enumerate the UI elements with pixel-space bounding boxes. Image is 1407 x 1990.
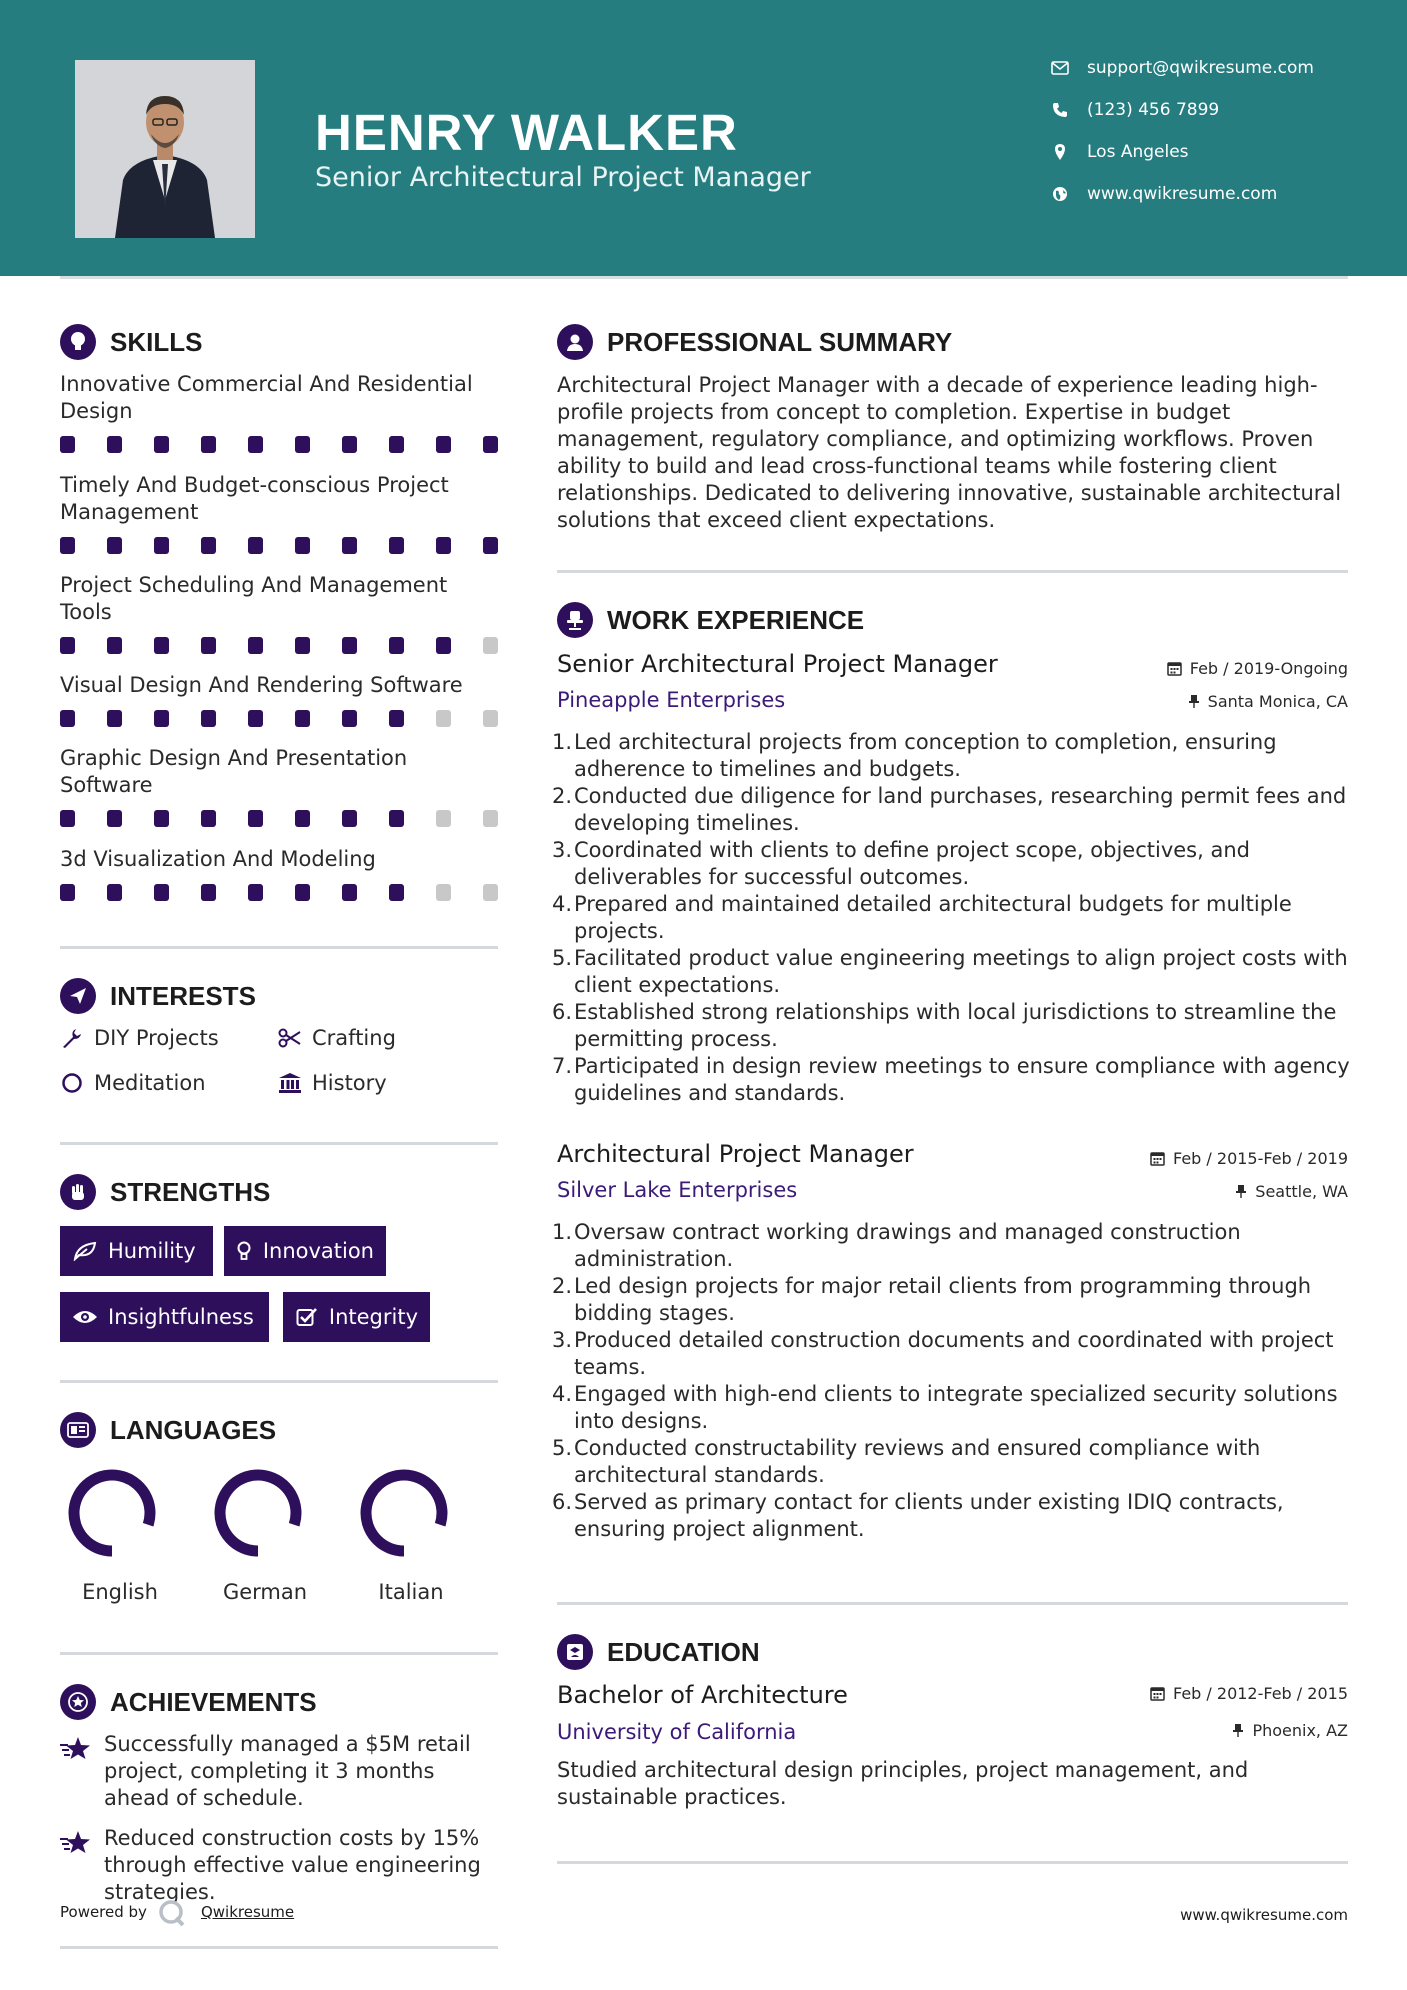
globe-icon <box>1050 184 1070 204</box>
map-pin-icon <box>1050 142 1070 162</box>
pushpin-icon <box>1232 1723 1244 1738</box>
phone-icon <box>1050 100 1070 120</box>
job-title: Architectural Project Manager <box>557 1140 914 1168</box>
skill-name: Visual Design And Rendering Software <box>60 673 463 697</box>
rating-dot-filled <box>389 637 404 654</box>
interest-item: Crafting <box>278 1026 396 1050</box>
strengths-heading: STRENGTHS <box>60 1174 270 1210</box>
language-ring <box>74 1475 150 1551</box>
scissors-icon <box>278 1026 302 1050</box>
language-ring <box>366 1475 442 1551</box>
calendar-icon <box>1167 661 1182 676</box>
strength-chip: Humility <box>60 1226 213 1276</box>
rating-dot-filled <box>201 884 216 901</box>
rating-dot-filled <box>201 436 216 453</box>
language-name: German <box>222 1580 308 1604</box>
language-card-icon <box>60 1412 96 1448</box>
rating-dot-empty <box>483 710 498 727</box>
leaf-icon <box>72 1239 98 1263</box>
contact-website-text: www.qwikresume.com <box>1087 184 1278 204</box>
list-item: 6. Established strong relationships with local jurisdictions to streamline the permitting process. <box>552 1000 1337 1051</box>
footer-website[interactable]: www.qwikresume.com <box>1180 1906 1348 1924</box>
rating-dot-filled <box>201 810 216 827</box>
rating-dot-filled <box>60 810 75 827</box>
rating-dot-filled <box>60 436 75 453</box>
rating-dot-filled <box>342 710 357 727</box>
rating-dot-empty <box>436 810 451 827</box>
list-item: 5. Facilitated product value engineering meetings to align project costs with client expectations. <box>552 946 1348 997</box>
skill-name: Innovative Commercial And Residential Design <box>60 372 473 423</box>
strength-chip: Integrity <box>283 1292 430 1342</box>
language-name: English <box>82 1580 158 1604</box>
list-item: 5. Conducted constructability reviews and ensured compliance with architectural standards. <box>552 1436 1261 1487</box>
rating-dot-filled <box>483 537 498 554</box>
job-bullets <box>552 1219 1352 1543</box>
rating-dot-filled <box>107 810 122 827</box>
interest-item: Meditation <box>60 1071 206 1095</box>
rating-dot-filled <box>389 810 404 827</box>
list-item: 2. Conducted due diligence for land purchases, researching permit fees and developing timelines. <box>552 784 1347 835</box>
rating-dot-filled <box>201 710 216 727</box>
section-divider <box>60 1142 498 1145</box>
rating-dot-filled <box>389 436 404 453</box>
list-item: 7. Participated in design review meetings to ensure compliance with agency guidelines and standards. <box>552 1054 1350 1105</box>
section-divider <box>60 1946 498 1949</box>
rating-dot-filled <box>201 537 216 554</box>
job-location: Santa Monica, CA <box>1188 692 1348 711</box>
summary-text: Architectural Project Manager with a decade of experience leading high-profile projects from concept to completion. Expertise in budget management, regulatory compliance, and optimizing workflows. Proven ability to build and lead cross-functional teams while fostering client relationships. Dedicated to delivering innovative, sustainable architectural solutions that exceed client expectations. <box>557 373 1342 532</box>
rating-dot-filled <box>248 810 263 827</box>
circle-icon <box>60 1071 84 1095</box>
skill-name: 3d Visualization And Modeling <box>60 847 376 871</box>
language-ring <box>220 1475 296 1551</box>
language-name: Italian <box>378 1580 444 1604</box>
contact-location <box>1050 142 1189 162</box>
lightbulb-icon <box>60 324 96 360</box>
star-icon <box>60 1735 92 1761</box>
rating-dot-filled <box>342 537 357 554</box>
lightbulb-icon <box>236 1239 253 1263</box>
rating-dot-filled <box>295 537 310 554</box>
job-title: Senior Architectural Project Manager <box>557 650 998 678</box>
rating-dot-filled <box>248 637 263 654</box>
paper-plane-icon <box>60 978 96 1014</box>
rating-dot-empty <box>436 884 451 901</box>
rating-dot-filled <box>248 710 263 727</box>
rating-dot-filled <box>483 436 498 453</box>
job-dates: Feb / 2019-Ongoing <box>1167 659 1348 678</box>
experience-heading: WORK EXPERIENCE <box>557 602 864 638</box>
company-name: Silver Lake Enterprises <box>557 1178 798 1202</box>
skill-name: Timely And Budget-conscious Project Management <box>60 473 449 524</box>
list-item: 1. Led architectural projects from conception to completion, ensuring adherence to timelines and budgets. <box>552 730 1277 781</box>
rating-dot-filled <box>107 710 122 727</box>
degree-title: Bachelor of Architecture <box>557 1681 848 1709</box>
rating-dot-filled <box>60 637 75 654</box>
skill-rating <box>60 710 500 730</box>
list-item: 3. Produced detailed construction documents and coordinated with project teams. <box>552 1328 1334 1379</box>
qwikresume-logo-icon <box>158 1899 186 1931</box>
interests-heading: INTERESTS <box>60 978 256 1014</box>
powered-by[interactable]: Powered by Qwikresume <box>60 1903 294 1921</box>
rating-dot-filled <box>436 537 451 554</box>
star-badge-icon <box>60 1684 96 1720</box>
pushpin-icon <box>1188 694 1200 709</box>
rating-dot-filled <box>60 710 75 727</box>
rating-dot-filled <box>295 710 310 727</box>
pushpin-icon <box>1235 1184 1247 1199</box>
skill-rating <box>60 537 500 557</box>
rating-dot-filled <box>436 637 451 654</box>
education-dates: Feb / 2012-Feb / 2015 <box>1150 1684 1348 1703</box>
rating-dot-filled <box>154 537 169 554</box>
company-name: Pineapple Enterprises <box>557 688 786 712</box>
list-item: 4. Prepared and maintained detailed architectural budgets for multiple projects. <box>552 892 1292 943</box>
section-divider <box>60 946 498 949</box>
rating-dot-filled <box>154 810 169 827</box>
interest-item: DIY Projects <box>60 1026 219 1050</box>
candidate-title: Senior Architectural Project Manager <box>315 162 811 193</box>
rating-dot-filled <box>295 436 310 453</box>
skill-rating <box>60 810 500 830</box>
rating-dot-filled <box>342 810 357 827</box>
education-location: Phoenix, AZ <box>1232 1721 1348 1740</box>
rating-dot-filled <box>389 537 404 554</box>
languages-heading: LANGUAGES <box>60 1412 276 1448</box>
school-name: University of California <box>557 1720 797 1744</box>
wrench-icon <box>60 1026 84 1050</box>
summary-heading: PROFESSIONAL SUMMARY <box>557 324 952 360</box>
skill-name: Graphic Design And Presentation Software <box>60 746 408 797</box>
rating-dot-filled <box>60 537 75 554</box>
rating-dot-filled <box>107 436 122 453</box>
skills-heading: SKILLS <box>60 324 202 360</box>
rating-dot-filled <box>107 637 122 654</box>
user-icon <box>557 324 593 360</box>
interest-item: History <box>278 1071 387 1095</box>
skill-name: Project Scheduling And Management Tools <box>60 573 448 624</box>
rating-dot-filled <box>342 436 357 453</box>
strength-chip: Insightfulness <box>60 1292 269 1342</box>
skill-rating <box>60 637 500 657</box>
eye-icon <box>72 1305 98 1329</box>
rating-dot-filled <box>295 884 310 901</box>
calendar-icon <box>1150 1686 1165 1701</box>
check-square-icon <box>295 1305 319 1329</box>
education-description: Studied architectural design principles, project management, and sustainable practices. <box>557 1758 1249 1809</box>
raised-fist-icon <box>60 1174 96 1210</box>
rating-dot-filled <box>295 810 310 827</box>
list-item: 1. Oversaw contract working drawings and managed construction administration. <box>552 1220 1241 1271</box>
contact-email[interactable] <box>1050 58 1314 78</box>
education-heading: EDUCATION <box>557 1634 760 1670</box>
rating-dot-filled <box>248 884 263 901</box>
office-chair-icon <box>557 602 593 638</box>
rating-dot-filled <box>201 637 216 654</box>
rating-dot-filled <box>342 884 357 901</box>
list-item: 4. Engaged with high-end clients to integrate specialized security solutions into designs. <box>552 1382 1338 1433</box>
job-dates: Feb / 2015-Feb / 2019 <box>1150 1149 1348 1168</box>
candidate-name: HENRY WALKER <box>315 104 738 161</box>
contact-email-text: support@qwikresume.com <box>1087 58 1314 78</box>
rating-dot-filled <box>248 436 263 453</box>
section-divider <box>557 1602 1348 1605</box>
rating-dot-filled <box>154 436 169 453</box>
rating-dot-empty <box>436 710 451 727</box>
rating-dot-filled <box>342 637 357 654</box>
strength-chip: Innovation <box>224 1226 386 1276</box>
list-item: 3. Coordinated with clients to define project scope, objectives, and deliverables for successful outcomes. <box>552 838 1250 889</box>
job-location: Seattle, WA <box>1235 1182 1348 1201</box>
calendar-icon <box>1150 1151 1165 1166</box>
contact-location-text: Los Angeles <box>1087 142 1189 162</box>
rating-dot-filled <box>60 884 75 901</box>
rating-dot-filled <box>154 710 169 727</box>
rating-dot-filled <box>295 637 310 654</box>
rating-dot-empty <box>483 884 498 901</box>
list-item: 6. Served as primary contact for clients under existing IDIQ contracts, ensuring project alignment. <box>552 1490 1284 1541</box>
rating-dot-filled <box>154 884 169 901</box>
rating-dot-filled <box>154 637 169 654</box>
rating-dot-filled <box>389 884 404 901</box>
section-divider <box>557 1861 1348 1864</box>
contact-website[interactable] <box>1050 184 1277 204</box>
achievements-heading: ACHIEVEMENTS <box>60 1684 317 1720</box>
rating-dot-filled <box>389 710 404 727</box>
list-item: 2. Led design projects for major retail clients from programming through bidding stages. <box>552 1274 1312 1325</box>
rating-dot-empty <box>483 637 498 654</box>
rating-dot-filled <box>248 537 263 554</box>
contact-phone-text: (123) 456 7899 <box>1087 100 1220 120</box>
language-rings <box>55 1460 475 1570</box>
rating-dot-filled <box>436 436 451 453</box>
section-divider <box>60 1380 498 1383</box>
bank-icon <box>278 1071 302 1095</box>
qwikresume-link[interactable]: Qwikresume <box>200 1903 295 1921</box>
graduate-icon <box>557 1634 593 1670</box>
section-divider <box>557 570 1348 573</box>
profile-photo <box>75 60 255 238</box>
section-divider <box>60 1652 498 1655</box>
contact-phone[interactable] <box>1050 100 1219 120</box>
rating-dot-empty <box>483 810 498 827</box>
rating-dot-filled <box>107 884 122 901</box>
rating-dot-filled <box>107 537 122 554</box>
header-divider <box>60 276 1348 279</box>
envelope-icon <box>1050 58 1070 78</box>
skill-rating <box>60 436 500 456</box>
star-icon <box>60 1829 92 1855</box>
skill-rating <box>60 884 500 904</box>
job-bullets <box>552 729 1352 1107</box>
